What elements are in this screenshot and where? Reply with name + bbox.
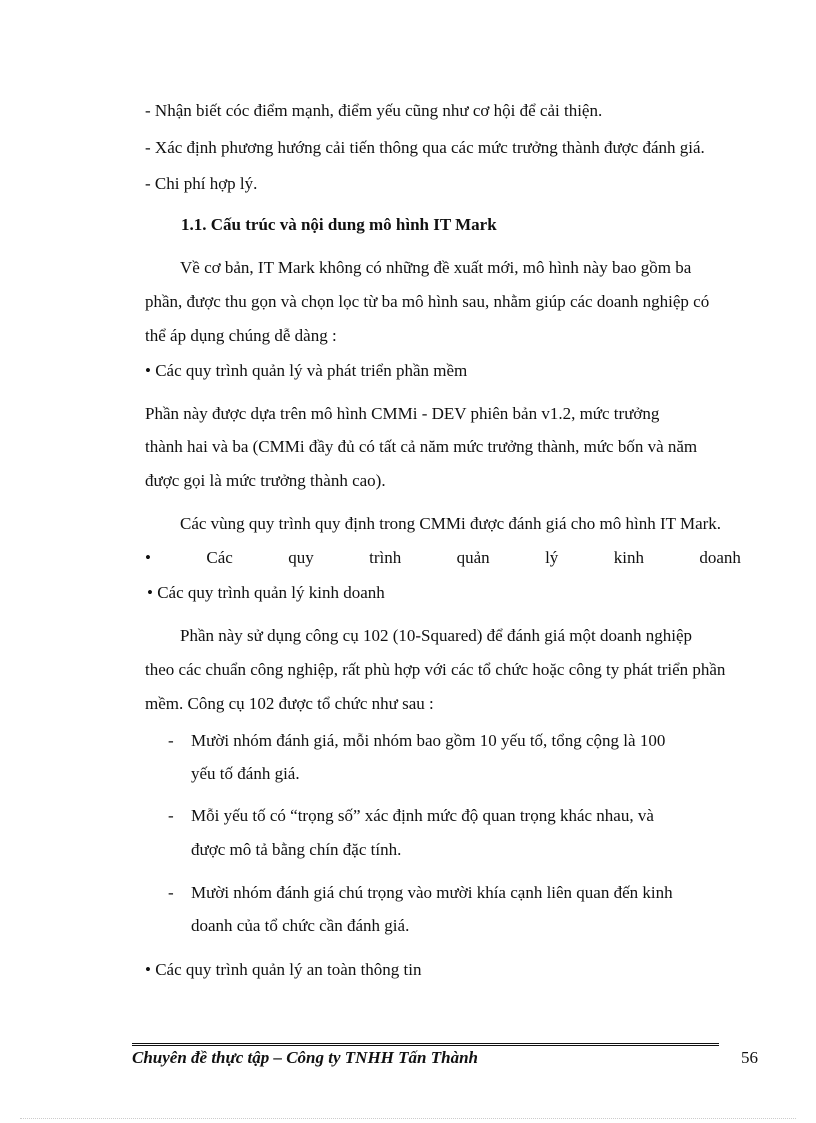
spread-word: lý xyxy=(545,548,559,567)
spread-word: trình xyxy=(369,548,402,567)
bullet-software-processes: • Các quy trình quản lý và phát triển phần mềm xyxy=(145,361,468,380)
paragraph-2-line-1: Phần này được dựa trên mô hình CMMi - DEV phiên bản v1.2, mức trưởng xyxy=(145,404,660,423)
dash-marker: - xyxy=(168,806,174,825)
intro-item-1: - Nhận biết cóc điểm mạnh, điểm yếu cũng như cơ hội để cải thiện. xyxy=(145,101,603,120)
paragraph-1-line-3: thể áp dụng chúng dễ dàng : xyxy=(145,326,337,345)
paragraph-4-line-2: theo các chuẩn công nghiệp, rất phù hợp với các tổ chức hoặc công ty phát triển phần xyxy=(145,660,726,679)
paragraph-4-line-1: Phần này sử dụng công cụ 102 (10-Squared) để đánh giá một doanh nghiệp xyxy=(180,626,693,645)
spread-word: kinh xyxy=(613,548,644,567)
dash-item-2-line-1: Mỗi yếu tố có “trọng số” xác định mức độ quan trọng khác nhau, và xyxy=(191,806,654,825)
spread-word: quản xyxy=(456,548,490,567)
paragraph-4-line-3: mềm. Công cụ 102 được tổ chức như sau : xyxy=(145,694,434,713)
spread-word: Các xyxy=(206,548,233,567)
footer-title: Chuyên đề thực tập – Công ty TNHH Tấn Thành xyxy=(132,1048,478,1067)
paragraph-1-line-2: phần, được thu gọn và chọn lọc từ ba mô hình sau, nhằm giúp các doanh nghiệp có xyxy=(145,292,710,311)
page-number: 56 xyxy=(741,1048,758,1067)
dash-item-1-line-2: yếu tố đánh giá. xyxy=(191,764,300,783)
spread-word: doanh xyxy=(699,548,741,567)
page-bottom-edge xyxy=(20,1118,796,1119)
dash-item-2-line-2: được mô tả bằng chín đặc tính. xyxy=(191,840,402,859)
justified-bullet-line xyxy=(145,548,741,568)
dash-item-3-line-1: Mười nhóm đánh giá chú trọng vào mười khía cạnh liên quan đến kinh xyxy=(191,883,673,902)
spread-word: quy xyxy=(288,548,314,567)
intro-item-3: - Chi phí hợp lý. xyxy=(145,174,258,193)
spread-word: • xyxy=(145,548,151,567)
paragraph-1-line-1: Về cơ bản, IT Mark không có những đề xuất mới, mô hình này bao gồm ba xyxy=(180,258,692,277)
dash-item-3-line-2: doanh của tổ chức cần đánh giá. xyxy=(191,916,410,935)
paragraph-3: Các vùng quy trình quy định trong CMMi được đánh giá cho mô hình IT Mark. xyxy=(180,514,722,533)
section-heading: 1.1. Cấu trúc và nội dung mô hình IT Mark xyxy=(181,215,497,234)
dash-marker: - xyxy=(168,731,174,750)
bullet-security-processes: • Các quy trình quản lý an toàn thông tin xyxy=(145,960,422,979)
intro-item-2: - Xác định phương hướng cải tiến thông qua các mức trưởng thành được đánh giá. xyxy=(145,138,705,157)
footer-rule xyxy=(132,1043,719,1046)
paragraph-2-line-3: được gọi là mức trưởng thành cao). xyxy=(145,471,386,490)
bullet-business-processes: • Các quy trình quản lý kinh doanh xyxy=(147,583,385,602)
dash-marker: - xyxy=(168,883,174,902)
dash-item-1-line-1: Mười nhóm đánh giá, mỗi nhóm bao gồm 10 yếu tố, tổng cộng là 100 xyxy=(191,731,666,750)
paragraph-2-line-2: thành hai và ba (CMMi đầy đủ có tất cả năm mức trưởng thành, mức bốn và năm xyxy=(145,437,698,456)
